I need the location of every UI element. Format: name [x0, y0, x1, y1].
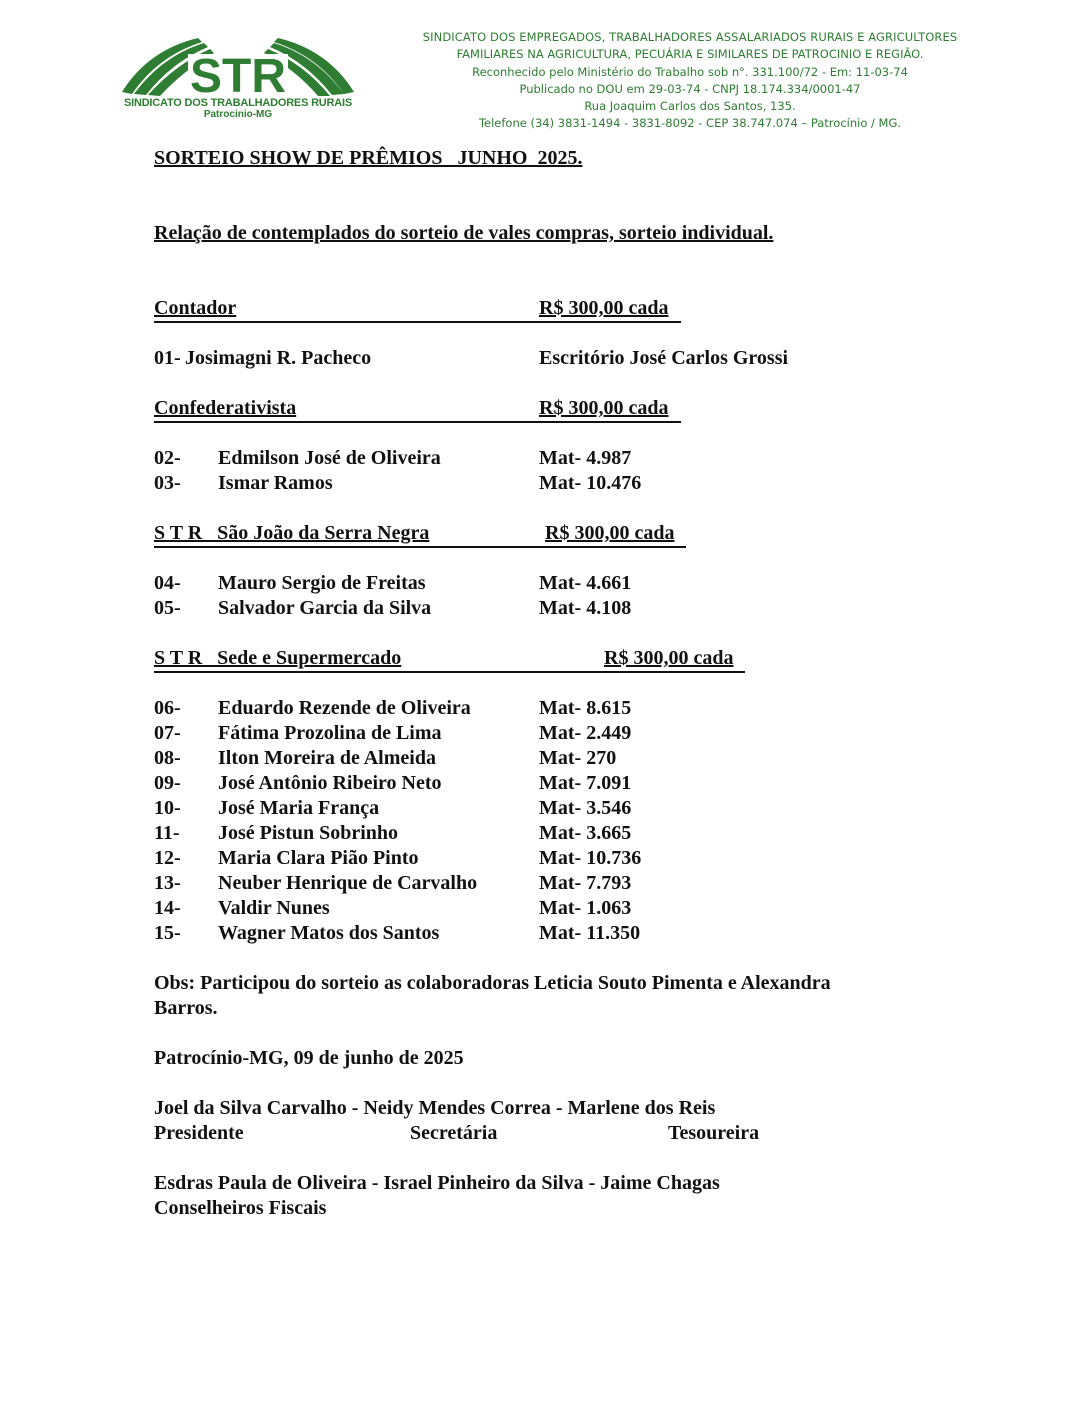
item-number: 14-	[154, 897, 181, 919]
document-subtitle: Relação de contemplados do sorteio de vales compras, sorteio individual.	[154, 222, 774, 244]
logo-text: STR	[190, 50, 286, 103]
section-label: Contador	[154, 297, 237, 319]
section-amount: R$ 300,00 cada	[539, 397, 669, 419]
obs-line-2: Barros.	[154, 997, 218, 1019]
section-header-confederativista	[154, 396, 681, 423]
item-number: 07-	[154, 722, 181, 744]
item-number: 11-	[154, 822, 180, 844]
item-mat: Mat- 8.615	[539, 697, 632, 719]
item-name: José Antônio Ribeiro Neto	[218, 772, 442, 794]
item-name: Fátima Prozolina de Lima	[218, 722, 442, 744]
item-mat: Mat- 11.350	[539, 922, 641, 944]
item-mat: Mat- 270	[539, 747, 617, 769]
item-mat: Mat- 4.661	[539, 572, 632, 594]
section-amount: R$ 300,00 cada	[539, 297, 669, 319]
item-number: 12-	[154, 847, 181, 869]
section-label: Confederativista	[154, 397, 297, 419]
obs-line-1: Obs: Participou do sorteio as colaboradoras Leticia Souto Pimenta e Alexandra	[154, 972, 831, 994]
item-mat: Mat- 3.546	[539, 797, 632, 819]
letterhead-line-3: Reconhecido pelo Ministério do Trabalho sob n°. 331.100/72 - Em: 11-03-74	[472, 64, 908, 79]
role-secretary: Secretária	[410, 1122, 498, 1144]
item-mat: Mat- 7.091	[539, 772, 632, 794]
item-name: Josimagni R. Pacheco	[185, 347, 372, 369]
item-number: 01-	[154, 347, 181, 369]
item-mat: Mat- 10.736	[539, 847, 642, 869]
letterhead-line-5: Rua Joaquim Carlos dos Santos, 135.	[584, 99, 796, 114]
item-number: 05-	[154, 597, 181, 619]
council-names: Esdras Paula de Oliveira - Israel Pinheiro da Silva - Jaime Chagas	[154, 1172, 720, 1194]
logo-caption	[118, 97, 358, 120]
section-amount: R$ 300,00 cada	[545, 522, 675, 544]
section-label: S T R São João da Serra Negra	[154, 522, 430, 544]
item-mat: Mat- 1.063	[539, 897, 632, 919]
item-name: José Pistun Sobrinho	[218, 822, 399, 844]
letterhead-line-1: SINDICATO DOS EMPREGADOS, TRABALHADORES ASSALARIADOS RURAIS E AGRICULTORES	[422, 30, 958, 44]
letterhead-line-4: Publicado no DOU em 29-03-74 - CNPJ 18.174.334/0001-47	[519, 81, 861, 96]
section-header-contador	[154, 296, 681, 323]
logo-caption-line-1: SINDICATO DOS TRABALHADORES RURAIS	[123, 97, 353, 109]
item-name: Neuber Henrique de Carvalho	[218, 872, 478, 894]
item-mat: Mat- 4.108	[539, 597, 632, 619]
item-name: Ismar Ramos	[218, 472, 333, 494]
item-number: 13-	[154, 872, 181, 894]
item-name: Eduardo Rezende de Oliveira	[218, 697, 471, 719]
item-number: 04-	[154, 572, 181, 594]
section-amount: R$ 300,00 cada	[604, 647, 734, 669]
item-mat: Mat- 7.793	[539, 872, 632, 894]
council-role: Conselheiros Fiscais	[154, 1197, 327, 1219]
item-number: 06-	[154, 697, 181, 719]
item-detail: Escritório José Carlos Grossi	[539, 347, 789, 369]
role-president: Presidente	[154, 1122, 244, 1144]
item-name: José Maria França	[218, 797, 380, 819]
item-name: Wagner Matos dos Santos	[218, 922, 440, 944]
item-name: Ilton Moreira de Almeida	[218, 747, 436, 769]
letterhead	[360, 29, 1020, 133]
item-number: 10-	[154, 797, 181, 819]
board-names: Joel da Silva Carvalho - Neidy Mendes Correa - Marlene dos Reis	[154, 1097, 716, 1119]
item-number: 15-	[154, 922, 181, 944]
item-mat: Mat- 10.476	[539, 472, 642, 494]
letterhead-line-2: FAMILIARES NA AGRICULTURA, PECUÁRIA E SIMILARES DE PATROCINIO E REGIÃO.	[456, 47, 924, 62]
item-number: 03-	[154, 472, 181, 494]
item-name: Edmilson José de Oliveira	[218, 447, 441, 469]
document-title: SORTEIO SHOW DE PRÊMIOS JUNHO 2025.	[154, 147, 583, 169]
item-mat: Mat- 2.449	[539, 722, 632, 744]
item-name: Valdir Nunes	[218, 897, 330, 919]
section-header-sede	[154, 646, 745, 673]
place-date: Patrocínio-MG, 09 de junho de 2025	[154, 1047, 464, 1069]
logo-caption-line-2: Patrocinio-MG	[203, 109, 273, 120]
item-mat: Mat- 3.665	[539, 822, 632, 844]
item-number: 08-	[154, 747, 181, 769]
item-name: Mauro Sergio de Freitas	[218, 572, 426, 594]
letterhead-line-6: Telefone (34) 3831-1494 - 3831-8092 - CEP 38.747.074 – Patrocínio / MG.	[478, 116, 902, 131]
item-name: Maria Clara Pião Pinto	[218, 847, 419, 869]
item-mat: Mat- 4.987	[539, 447, 632, 469]
item-number: 09-	[154, 772, 181, 794]
item-name: Salvador Garcia da Silva	[218, 597, 432, 619]
section-label: S T R Sede e Supermercado	[154, 647, 402, 669]
section-header-sao-joao	[154, 521, 686, 548]
role-treasurer: Tesoureira	[668, 1122, 760, 1144]
item-number: 02-	[154, 447, 181, 469]
